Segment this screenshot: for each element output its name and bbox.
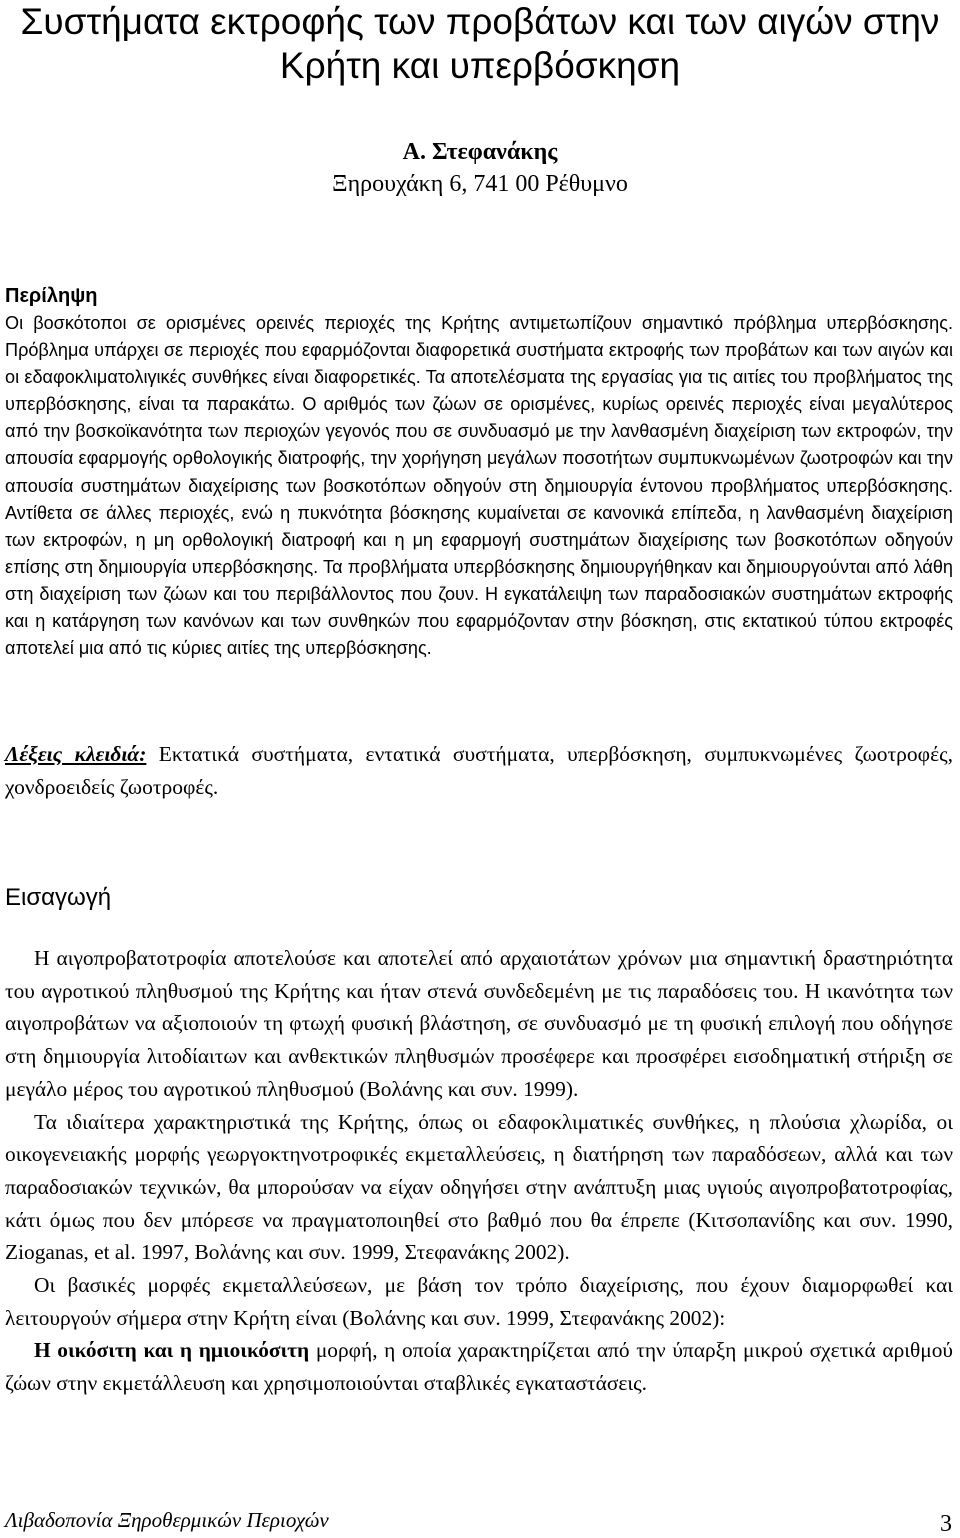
intro-paragraph-text: Η αιγοπροβατοτροφία αποτελούσε και αποτελεί από αρχαιοτάτων χρόνων μια σημαντική δραστηριότητα του αγροτικού πληθυσμού της Κρήτης και ήταν στενά συνδεδεμένη με τις παραδόσεις του. Η ικανότητα των αιγοπροβάτων να αξιοποιούν τη φτωχή φυσική βλάστηση, σε συνδυασμό με τη φυσική επιλογή που οδήγησε στη δημιουργία λιτοδίαιτων και ανθεκτικών πληθυσμών προσέφερε και προσφέρει εισοδηματική στήριξη σε μεγάλο μέρος του αγροτικού πληθυσμού (Βολάνης και συν. 1999).	[5, 946, 953, 1101]
introduction-heading: Εισαγωγή	[5, 884, 112, 911]
intro-paragraph	[5, 942, 953, 1106]
intro-paragraph	[5, 1334, 953, 1399]
page-number: 3	[940, 1511, 952, 1537]
running-title: Λιβαδοπονία Ξηροθερμικών Περιοχών	[5, 1508, 329, 1532]
intro-paragraph	[5, 1106, 953, 1270]
abstract-heading: Περίληψη	[5, 285, 98, 307]
intro-paragraph-text: μορφή, η οποία χαρακτηρίζεται από την ύπαρξη μικρού σχετικά αριθμού ζώων στην εκμετάλλευση και χρησιμοποιούνται σταβλικές εγκαταστάσεις.	[5, 1338, 953, 1396]
author-block	[0, 136, 960, 200]
abstract-text: Οι βοσκότοποι σε ορισμένες ορεινές περιοχές της Κρήτης αντιμετωπίζουν σημαντικό πρόβλημα υπερβόσκησης. Πρόβλημα υπάρχει σε περιοχές που εφαρμόζονται διαφορετικά συστήματα εκτροφής των προβάτων και των αιγών και οι εδαφοκλιματολιγικές συνθήκες είναι διαφορετικές. Τα αποτελέσματα της εργασίας για τις αιτίες του προβλήματος της υπερβόσκησης, είναι τα παρακάτω. Ο αριθμός των ζώων σε ορισμένες, κυρίως ορεινές περιοχές είναι μεγαλύτερος από την βοσκοϊκανότητα των περιοχών γεγονός που σε συνδυασμό με την λανθασμένη διαχείριση των εκτροφών, την απουσία εφαρμογής ορθολογικής διατροφής, την χορήγηση μεγάλων ποσοτήτων συμπυκνωμένων ζωοτροφών και την απουσία συστημάτων διαχείρισης των βοσκοτόπων οδηγούν στη δημιουργία έντονου προβλήματος υπερβόσκησης. Αντίθετα σε άλλες περιοχές, ενώ η πυκνότητα βόσκησης κυμαίνεται σε κανονικά επίπεδα, η λανθασμένη διαχείριση των εκτροφών, η μη ορθολογική διατροφή και η μη εφαρμογή συστημάτων διαχείρισης των βοσκοτόπων οδηγούν επίσης στη δημιουργία υπερβόσκησης. Τα προβλήματα υπερβόσκησης δημιουργήθηκαν και δημιουργούνται από λάθη στη διαχείριση των ζώων και του περιβάλλοντος που ζουν. Η εγκατάλειψη των παραδοσιακών συστημάτων εκτροφής και η κατάργηση των κανόνων και των συνθηκών που εφαρμόζονταν στην βόσκηση, στις εκτατικού τύπου εκτροφές αποτελεί μια από τις κύριες αιτίες της υπερβόσκησης.	[5, 313, 953, 659]
keywords-section	[5, 738, 953, 803]
paper-title: Συστήματα εκτροφής των προβάτων και των αιγών στην Κρήτη και υπερβόσκηση	[20, 1, 940, 86]
abstract-section	[5, 282, 953, 662]
introduction-body	[5, 942, 953, 1400]
intro-paragraph-text: Οι βασικές μορφές εκμεταλλεύσεων, με βάση τον τρόπο διαχείρισης, που έχουν διαμορφωθεί και λειτουργούν σήμερα στην Κρήτη είναι (Βολάνης και συν. 1999, Στεφανάκης 2002):	[5, 1273, 953, 1330]
author-name: Α. Στεφανάκης	[402, 139, 558, 165]
author-address: Ξηρουχάκη 6, 741 00 Ρέθυμνο	[332, 171, 628, 197]
intro-paragraph	[5, 1269, 953, 1334]
keywords-text: Εκτατικά συστήματα, εντατικά συστήματα, υπερβόσκηση, συμπυκνωμένες ζωοτροφές, χονδροειδείς ζωοτροφές.	[5, 742, 953, 799]
farm-type-term: Η οικόσιτη και η ημιοικόσιτη	[34, 1338, 310, 1363]
keywords-label: Λέξεις κλειδιά:	[5, 742, 147, 766]
intro-paragraph-text: Τα ιδιαίτερα χαρακτηριστικά της Κρήτης, όπως οι εδαφοκλιματικές συνθήκες, η πλούσια χλωρίδα, οι οικογενειακής μορφής γεωργοκτηνοτροφικές εκμεταλλεύσεις, η διατήρηση των παραδόσεων, αλλά και των παραδοσιακών τεχνικών, θα μπορούσαν να είχαν οδηγήσει στην ανάπτυξη μιας υγιούς αιγοπροβατοτροφίας, κάτι όμως που δεν μπόρεσε να πραγματοποιηθεί στο βαθμό που θα έπρεπε (Κιτσοπανίδης και συν. 1990, Zioganas, et al. 1997, Βολάνης και συν. 1999, Στεφανάκης 2002).	[5, 1109, 953, 1265]
